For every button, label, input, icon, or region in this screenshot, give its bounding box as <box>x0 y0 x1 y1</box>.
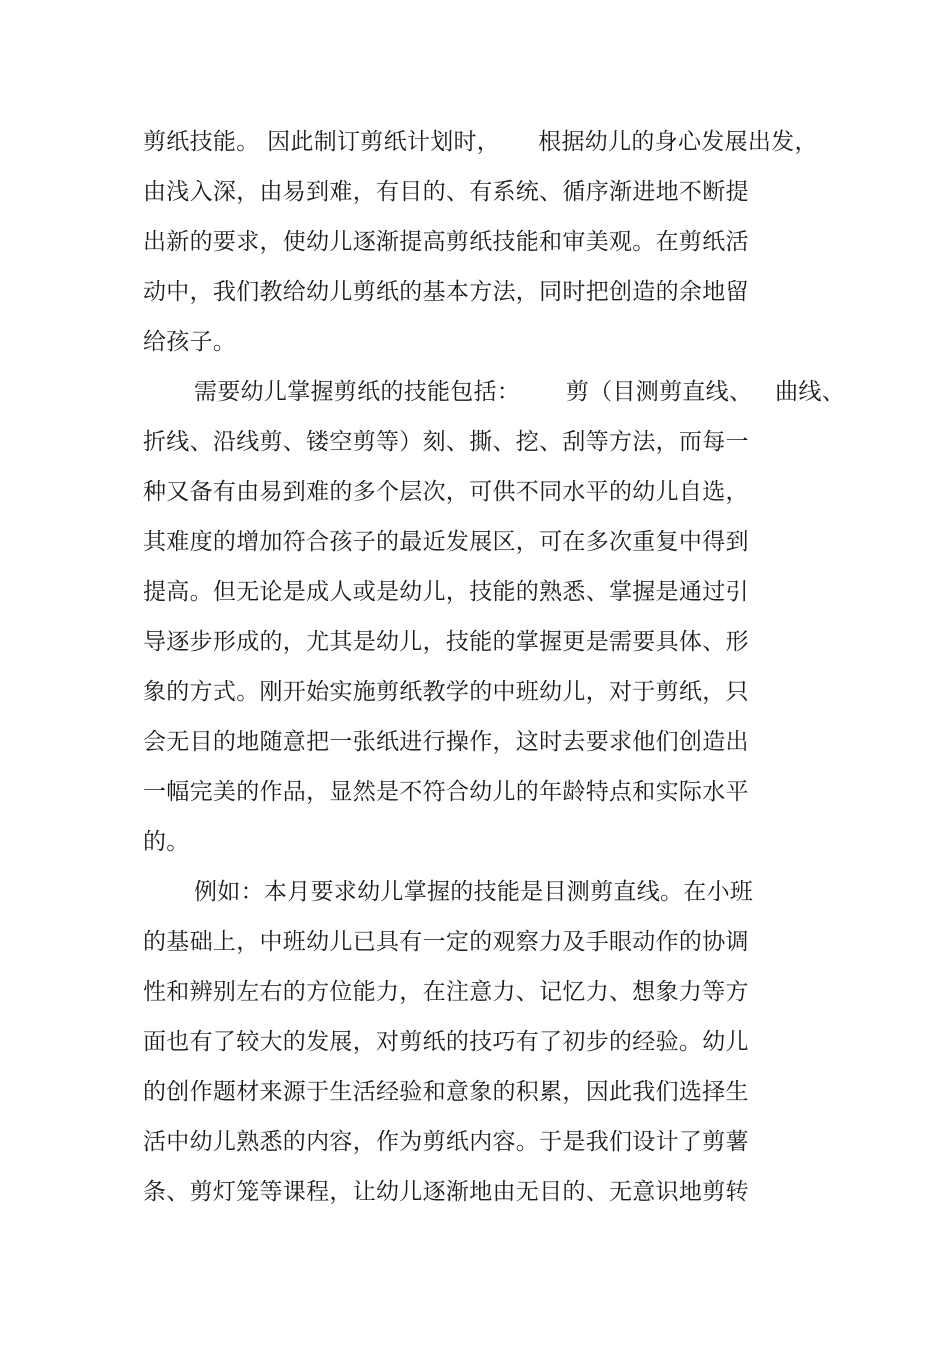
text-line: 导逐步形成的，尤其是幼儿，技能的掌握更是需要具体、形 <box>143 629 749 655</box>
text-line: 其难度的增加符合孩子的最近发展区，可在多次重复中得到 <box>143 529 749 555</box>
text-line: 的。 <box>143 829 190 855</box>
text-line: 提高。但无论是成人或是幼儿，技能的熟悉、掌握是通过引 <box>143 579 749 605</box>
text-line: 活中幼儿熟悉的内容，作为剪纸内容。于是我们设计了剪薯 <box>143 1129 749 1155</box>
text-line: 的基础上，中班幼儿已具有一定的观察力及手眼动作的协调 <box>143 929 749 955</box>
paragraph-first-line: 例如：本月要求幼儿掌握的技能是目测剪直线。在小班 <box>194 879 754 905</box>
paragraph-first-line: 需要幼儿掌握剪纸的技能包括： 剪（目测剪直线、 曲线、 <box>194 379 845 405</box>
text-line: 面也有了较大的发展，对剪纸的技巧有了初步的经验。幼儿 <box>143 1029 749 1055</box>
text-line: 性和辨别左右的方位能力，在注意力、记忆力、想象力等方 <box>143 979 749 1005</box>
text-line: 的创作题材来源于生活经验和意象的积累，因此我们选择生 <box>143 1079 749 1105</box>
text-line: 会无目的地随意把一张纸进行操作，这时去要求他们创造出 <box>143 729 749 755</box>
text-line: 动中，我们教给幼儿剪纸的基本方法，同时把创造的余地留 <box>143 279 749 305</box>
text-line: 由浅入深，由易到难，有目的、有系统、循序渐进地不断提 <box>143 179 749 205</box>
text-line: 象的方式。刚开始实施剪纸教学的中班幼儿，对于剪纸，只 <box>143 679 749 705</box>
text-line: 种又备有由易到难的多个层次，可供不同水平的幼儿自选， <box>143 479 749 505</box>
text-line: 剪纸技能。 因此制订剪纸计划时， 根据幼儿的身心发展出发， <box>143 129 818 155</box>
text-line: 出新的要求，使幼儿逐渐提高剪纸技能和审美观。在剪纸活 <box>143 229 749 255</box>
text-line: 条、剪灯笼等课程，让幼儿逐渐地由无目的、无意识地剪转 <box>143 1179 749 1205</box>
text-line: 给孩子。 <box>143 329 237 355</box>
text-line: 折线、沿线剪、镂空剪等）刻、撕、挖、刮等方法，而每一 <box>143 429 749 455</box>
text-line: 一幅完美的作品，显然是不符合幼儿的年龄特点和实际水平 <box>143 779 749 805</box>
